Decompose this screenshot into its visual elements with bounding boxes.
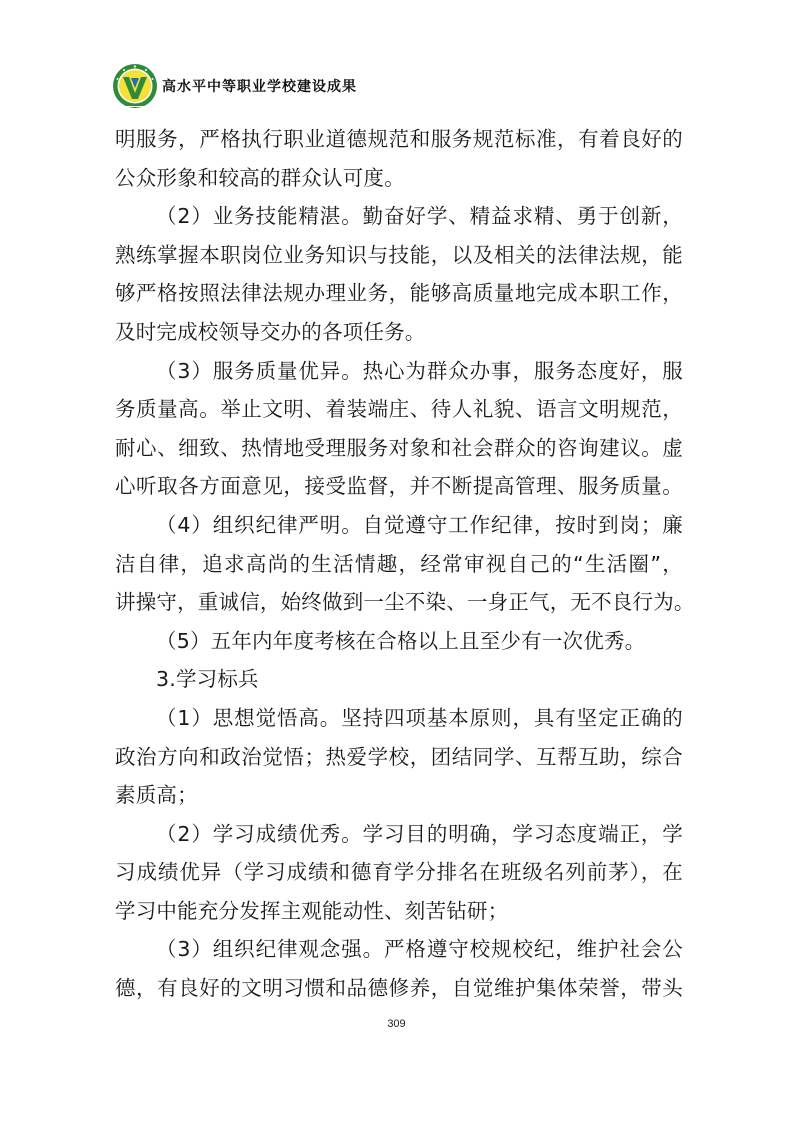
text-line: 习成绩优异（学习成绩和德育学分排名在班级名列前茅），在 xyxy=(115,860,683,885)
text-line: 务质量高。举止文明、着装端庄、待人礼貌、语言文明规范， xyxy=(115,397,683,422)
section-heading: 3.学习标兵 xyxy=(156,667,259,692)
text-line: 熟练掌握本职岗位业务知识与技能，以及相关的法律法规，能 xyxy=(115,242,683,267)
text-line: 耐心、细致、热情地受理服务对象和社会群众的咨询建议。虚 xyxy=(115,435,683,460)
header-title: 高水平中等职业学校建设成果 xyxy=(162,79,357,95)
text-line: （2）学习成绩优秀。学习目的明确，学习态度端正，学 xyxy=(156,821,683,846)
text-line: 学习中能充分发挥主观能动性、刻苦钻研； xyxy=(115,898,509,923)
text-line: 公众形象和较高的群众认可度。 xyxy=(115,165,405,190)
text-line: 德，有良好的文明习惯和品德修养，自觉维护集体荣誉，带头 xyxy=(115,976,683,1001)
text-line: （3）组织纪律观念强。严格遵守校规校纪，维护社会公 xyxy=(156,937,683,962)
text-line: （5）五年内年度考核在合格以上且至少有一次优秀。 xyxy=(156,628,646,653)
text-line: 明服务，严格执行职业道德规范和服务规范标准，有着良好的 xyxy=(115,127,683,151)
text-line: （2）业务技能精湛。勤奋好学、精益求精、勇于创新， xyxy=(156,204,683,229)
text-line: 素质高； xyxy=(115,783,198,808)
text-line: 洁自律，追求高尚的生活情趣，经常审视自己的“生活圈”， xyxy=(115,551,683,576)
text-line: 心听取各方面意见，接受监督，并不断提高管理、服务质量。 xyxy=(115,474,683,499)
page-header xyxy=(112,62,357,110)
page-number: 309 xyxy=(387,1018,406,1030)
document-body xyxy=(115,120,695,1008)
text-line: 及时完成校领导交办的各项任务。 xyxy=(115,319,426,344)
text-line: 政治方向和政治觉悟；热爱学校，团结同学、互帮互助，综合 xyxy=(115,744,683,769)
text-line: （1）思想觉悟高。坚持四项基本原则，具有坚定正确的 xyxy=(156,705,683,730)
text-line: 讲操守，重诚信，始终做到一尘不染、一身正气，无不良行为。 xyxy=(115,590,695,615)
header-divider xyxy=(112,106,682,107)
school-logo-icon xyxy=(112,63,158,109)
text-line: （3）服务质量优异。热心为群众办事，服务态度好，服 xyxy=(156,358,683,383)
text-line: 够严格按照法律法规办理业务，能够高质量地完成本职工作， xyxy=(115,281,683,306)
text-line: （4）组织纪律严明。自觉遵守工作纪律，按时到岗；廉 xyxy=(156,512,683,537)
